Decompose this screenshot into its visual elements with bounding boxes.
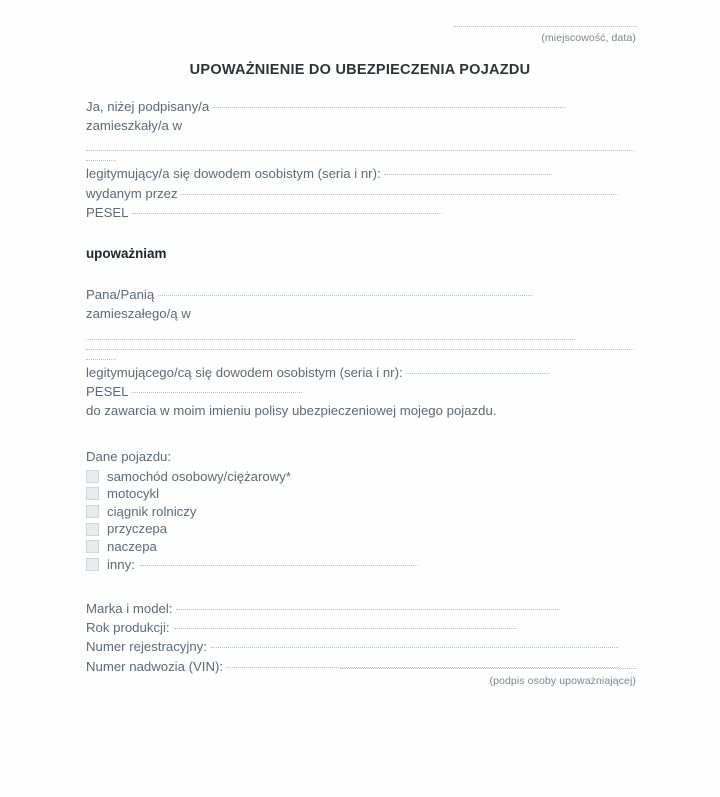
vehicle-type-row[interactable]	[86, 485, 634, 503]
authorize-keyword: upoważniam	[86, 246, 167, 262]
vehicle-field-label: Numer nadwozia (VIN):	[86, 658, 224, 674]
vehicle-type-row-other[interactable]	[86, 555, 634, 573]
vehicle-type-other-input-rule[interactable]	[140, 565, 418, 566]
authorized-address-line	[86, 304, 634, 323]
page-title: UPOWAŻNIENIE DO UBEZPIECZENIA POJAZDU	[189, 62, 531, 78]
grantor-name-input-rule[interactable]	[213, 107, 565, 108]
grantor-id-label: legitymujący/a się dowodem osobistym (seria i nr):	[86, 166, 381, 182]
grantor-id-line	[86, 164, 634, 183]
grantor-issuer-input-rule[interactable]	[181, 194, 618, 195]
checkbox-icon[interactable]	[86, 558, 99, 571]
grantor-id-input-rule[interactable]	[384, 174, 552, 175]
header-place-date-field	[454, 26, 636, 44]
grantor-pesel-label: PESEL	[86, 204, 129, 220]
authorized-name-label: Pana/Panią	[86, 287, 155, 303]
vehicle-details-list	[86, 599, 634, 676]
authorized-pesel-input-rule[interactable]	[132, 392, 302, 393]
authorization-purpose-line: do zawarcia w moim imieniu polisy ubezpieczeniowej mojego pojazdu.	[86, 403, 497, 419]
authorized-pesel-label: PESEL	[86, 383, 129, 399]
vehicle-field-row	[86, 599, 634, 618]
grantor-address-label: zamieszkały/a w	[86, 118, 183, 134]
vehicle-type-row[interactable]	[86, 467, 634, 485]
vehicle-type-label: naczepa	[107, 539, 157, 555]
authorized-id-input-rule[interactable]	[406, 373, 549, 374]
vehicle-field-label: Rok produkcji:	[86, 620, 170, 636]
vehicle-type-label: samochód osobowy/ciężarowy*	[107, 468, 291, 484]
grantor-name-line	[86, 97, 634, 116]
grantor-name-label: Ja, niżej podpisany/a	[86, 99, 210, 114]
grantor-issuer-line	[86, 184, 634, 203]
vehicle-field-input-rule[interactable]	[174, 628, 516, 629]
vehicle-type-row[interactable]	[86, 520, 634, 538]
vehicle-type-label: motocykl	[107, 486, 160, 502]
authorized-address-label: zamieszałego/ą w	[86, 306, 191, 322]
authorized-name-line	[86, 285, 634, 304]
authorized-id-label: legitymującego/cą się dowodem osobistym (seria i nr):	[86, 364, 403, 380]
checkbox-icon[interactable]	[86, 505, 99, 518]
signature-caption: (podpis osoby upoważniającej)	[489, 675, 636, 687]
checkbox-icon[interactable]	[86, 540, 99, 553]
grantor-pesel-input-rule[interactable]	[132, 213, 442, 214]
vehicle-data-heading: Dane pojazdu:	[86, 449, 172, 465]
checkbox-icon[interactable]	[86, 523, 99, 536]
vehicle-field-row	[86, 637, 634, 656]
vehicle-type-row[interactable]	[86, 538, 634, 556]
grantor-issuer-label: wydanym przez	[86, 185, 178, 201]
vehicle-type-label: inny:	[107, 556, 135, 572]
vehicle-field-label: Marka i model:	[86, 601, 173, 616]
place-date-caption: (miejscowość, data)	[541, 32, 636, 44]
grantor-address-line	[86, 116, 634, 135]
vehicle-type-list	[86, 467, 634, 573]
vehicle-type-row[interactable]	[86, 503, 634, 521]
authorized-id-line	[86, 363, 634, 382]
vehicle-type-label: przyczepa	[107, 521, 168, 537]
grantor-pesel-line	[86, 203, 634, 222]
checkbox-icon[interactable]	[86, 470, 99, 483]
vehicle-type-label: ciągnik rolniczy	[107, 503, 197, 519]
signature-field	[340, 668, 636, 687]
vehicle-field-input-rule[interactable]	[176, 609, 560, 610]
vehicle-field-row	[86, 618, 634, 637]
checkbox-icon[interactable]	[86, 487, 99, 500]
vehicle-field-label: Numer rejestracyjny:	[86, 639, 207, 655]
authorized-name-input-rule[interactable]	[158, 295, 533, 296]
vehicle-field-input-rule[interactable]	[211, 647, 619, 648]
document-body	[86, 97, 634, 676]
authorized-pesel-line	[86, 382, 634, 401]
